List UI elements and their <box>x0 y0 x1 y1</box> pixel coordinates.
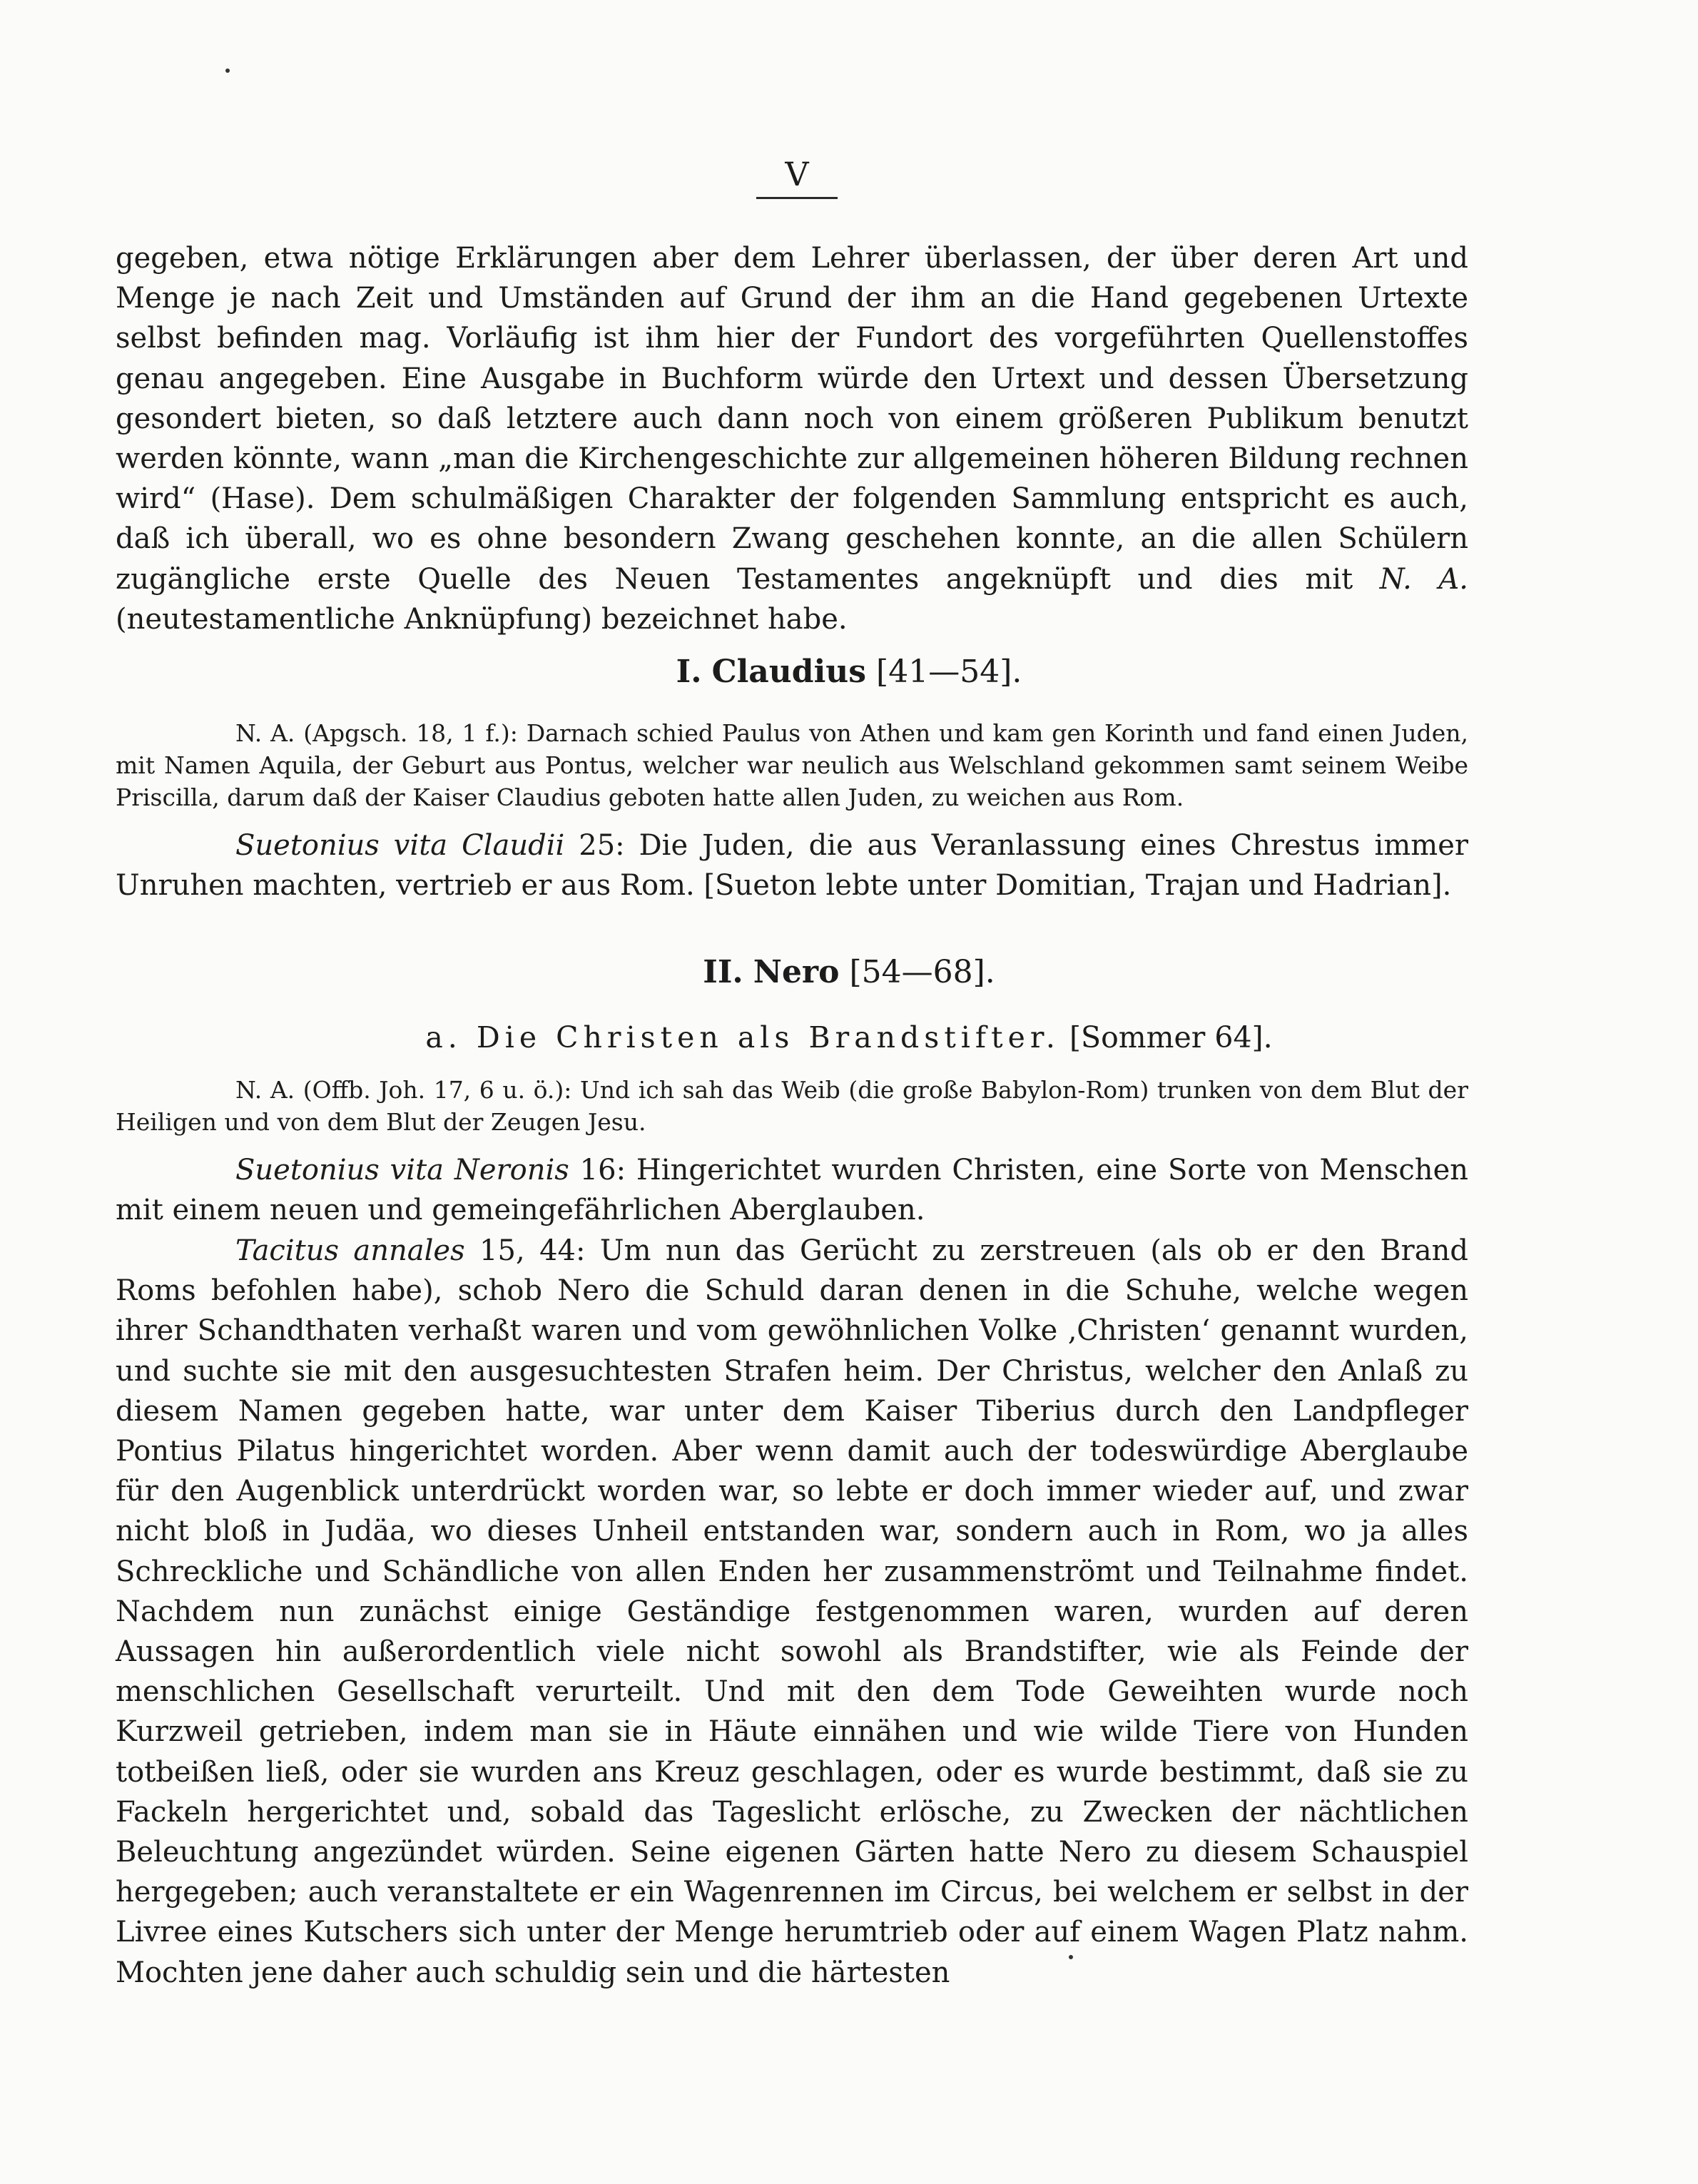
section2-number: II. <box>703 954 743 990</box>
section2-tacitus-paragraph <box>116 1231 1468 1993</box>
section1-na-text: Darnach schied Paulus von Athen und kam gen Korinth und fand einen Juden, mit Namen Aquila, der Geburt aus Pontus, welcher war neulich aus Welschland gekommen samt seinem Weibe Priscilla, darum daß der Kaiser Claudius geboten hatte allen Juden, zu weichen aus Rom. <box>116 719 1468 811</box>
section2-source1-num: 16: <box>579 1154 626 1187</box>
section2-text2: Um nun das Gerücht zu zerstreuen (als ob er den Brand Roms befohlen habe), schob Nero die Schuld daran denen in die Schuhe, welche wegen ihrer Schandthaten verhaßt waren und vom gewöhnlichen Volke ‚Christen‘ genannt wurden, und suchte sie mit den ausgesuchtesten Strafen heim. Der Christus, welcher den Anlaß zu diesem Namen gegeben hatte, war unter dem Kaiser Tiberius durch den Landpfleger Pontius Pilatus hingerichtet worden. Aber wenn damit auch der todeswürdige Aberglaube für den Augenblick unterdrückt worden war, so lebte er doch immer wieder auf, und zwar nicht bloß in Judäa, wo dieses Unheil entstanden war, sondern auch in Rom, wo ja alles Schreckliche und Schändliche von allen Enden her zusammenströmt und Teilnahme findet. Nachdem nun zunächst einige Geständige festgenommen waren, wurden auf deren Aussagen hin außerordentlich viele nicht sowohl als Brandstifter, wie als Feinde der menschlichen Gesellschaft verurteilt. Und mit den dem Tode Geweihten wurde noch Kurzweil getrieben, indem man sie in Häute einnähen und wie wilde Tiere von Hunden totbeißen ließ, oder sie wurden ans Kreuz geschlagen, oder es wurde bestimmt, daß sie zu Fackeln hergerichtet und, sobald das Tageslicht erlösche, zu Zwecken der nächtlichen Beleuchtung angezündet würden. Seine eigenen Gärten hatte Nero zu diesem Schauspiel hergegeben; auch veranstaltete er ein Wagenrennen im Circus, bei welchem er selbst in der Livree eines Kutschers sich unter der Menge herumtrieb oder auf einem Wagen Platz nahm. Mochten jene daher auch schuldig sein und die härtesten <box>116 1234 1469 1989</box>
page-number-rule <box>756 197 838 199</box>
section1-text: Die Juden, die aus Veranlassung eines Chrestus immer Unruhen machten, vertrieb er aus Rom. [Sueton lebte unter Domitian, Trajan und Hadrian]. <box>116 829 1468 903</box>
section2-text1: Hingerichtet wurden Christen, eine Sorte von Menschen mit einem neuen und gemeingefährlichen Aberglauben. <box>116 1154 1469 1227</box>
section2-na-ref: N. A. (Offb. Joh. 17, 6 u. ö.): <box>235 1076 572 1104</box>
intro-abbr: N. A. <box>1379 562 1468 596</box>
section2-subheading <box>0 1017 1698 1057</box>
section2-name: Nero <box>753 954 840 990</box>
section2-suetonius-paragraph <box>116 1150 1468 1230</box>
section2-na-text: Und ich sah das Weib (die große Babylon-Rom) trunken von dem Blut der Heiligen und von dem Blut der Zeugen Jesu. <box>116 1076 1468 1136</box>
section1-source: Suetonius vita Claudii <box>235 829 565 862</box>
section1-dates: [41—54]. <box>876 654 1022 690</box>
section1-na-quote <box>116 717 1468 813</box>
section1-name: Claudius <box>711 654 867 690</box>
section2-dates: [54—68]. <box>849 954 995 990</box>
section2-source2-b: annales <box>353 1234 465 1267</box>
intro-paragraph <box>116 238 1468 639</box>
section2-source2-num: 15, 44: <box>479 1234 586 1267</box>
section2-na-quote <box>116 1074 1468 1138</box>
section2-source2-a: Tacitus <box>235 1234 339 1267</box>
section2-sub-title: a. Die Christen als Brandstifter. <box>425 1020 1060 1055</box>
section-heading-nero <box>0 953 1698 992</box>
section2-sub-date: [Sommer 64]. <box>1069 1020 1273 1055</box>
speck-mark <box>225 68 230 73</box>
section2-source1: Suetonius vita Neronis <box>235 1154 569 1187</box>
section-heading-claudius <box>0 652 1698 692</box>
intro-text: gegeben, etwa nötige Erklärungen aber dem Lehrer überlassen, der über deren Art und Menge je nach Zeit und Umständen auf Grund der ihm an die Hand gegebenen Urtexte selbst befinden mag. Vorläufig ist ihm hier der Fundort des vorgeführten Quellenstoffes genau angegeben. Eine Ausgabe in Buchform würde den Urtext und dessen Übersetzung gesondert bieten, so daß letztere auch dann noch von einem größeren Publikum benutzt werden könnte, wann „man die Kirchengeschichte zur allgemeinen höheren Bildung rechnen wird“ (Hase). Dem schulmäßigen Charakter der folgenden Sammlung entspricht es auch, daß ich überall, wo es ohne besondern Zwang geschehen konnte, an die allen Schülern zugängliche erste Quelle des Neuen Testamentes angeknüpft und dies mit <box>116 242 1468 596</box>
intro-text-end: (neutestamentliche Anknüpfung) bezeichnet habe. <box>116 602 848 636</box>
section1-source-num: 25: <box>579 829 625 862</box>
section1-na-ref: N. A. (Apgsch. 18, 1 f.): <box>235 719 518 747</box>
section1-number: I. <box>676 654 702 690</box>
page-number: V <box>785 155 809 193</box>
section1-source-paragraph <box>116 826 1468 905</box>
